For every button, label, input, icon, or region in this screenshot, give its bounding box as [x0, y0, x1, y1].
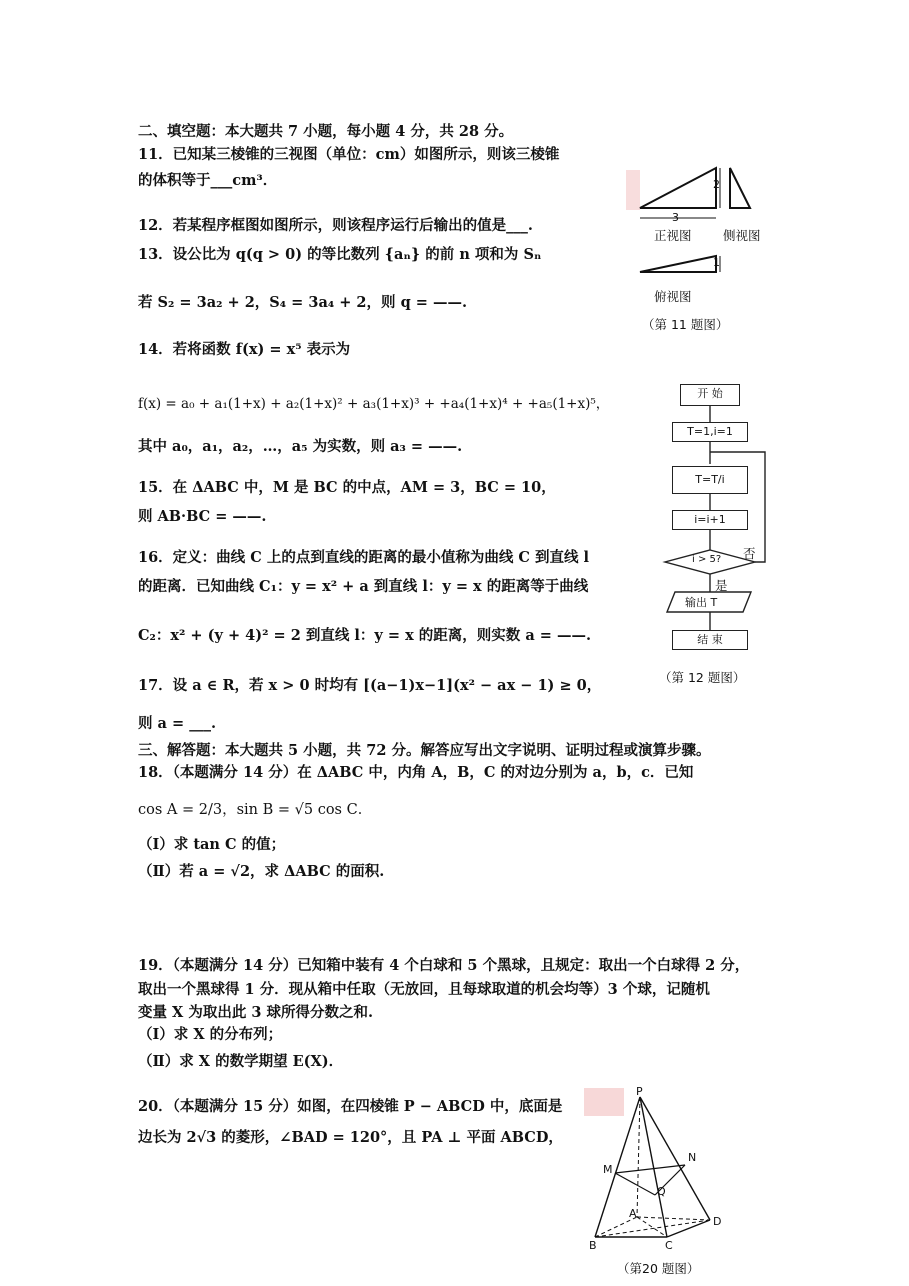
q11-line2: 的体积等于___cm³．: [138, 172, 278, 189]
q14-line3: 其中 a₀，a₁，a₂，…，a₅ 为实数，则 a₃ = ——.: [138, 438, 463, 455]
fig12-condition: i > 5?: [692, 554, 722, 565]
fig20-caption: （第20 题图）: [617, 1261, 700, 1276]
fig11-dim-1: 1: [713, 256, 720, 269]
fig20-label-Q: Q: [657, 1185, 666, 1198]
q18-line1: 18．（本题满分 14 分）在 ΔABC 中，内角 A，B，C 的对边分别为 a，b，c．已知: [138, 764, 694, 781]
q18-part2: （Ⅱ）若 a = √2，求 ΔABC 的面积.: [138, 863, 385, 880]
fig12-init-box: T=1,i=1: [672, 422, 748, 442]
fig20-label-A: A: [629, 1207, 637, 1220]
q17-line2: 则 a = ___.: [138, 715, 216, 732]
fig12-output: 输出 T: [685, 596, 718, 609]
q20-line1: 20．（本题满分 15 分）如图，在四棱锥 P − ABCD 中，底面是: [138, 1098, 563, 1115]
q15-line2: 则 AB·BC = ——.: [138, 508, 267, 525]
q19-line1: 19．（本题满分 14 分）已知箱中装有 4 个白球和 5 个黑球，且规定：取出一个白球得 2 分，: [138, 957, 750, 974]
fig12-assign-box: T=T/i: [672, 466, 748, 494]
q14-line2: f(x) = a₀ + a₁(1+x) + a₂(1+x)² + a₃(1+x)³ + +a₄(1+x)⁴ + +a₅(1+x)⁵，: [138, 396, 610, 412]
q13-line2: 若 S₂ = 3a₂ + 2，S₄ = 3a₄ + 2，则 q = ——.: [138, 294, 468, 311]
q19-line2: 取出一个黑球得 1 分．现从箱中任取（无放回，且每球取道的机会均等）3 个球，记随机: [138, 981, 710, 998]
fig11-caption: （第 11 题图）: [642, 317, 729, 332]
fig11-side-view-label: 侧视图: [723, 228, 761, 243]
q16-line3: C₂：x² + (y + 4)² = 2 到直线 l：y = x 的距离，则实数 a = ——.: [138, 627, 592, 644]
section2-heading: 二、填空题：本大题共 7 小题，每小题 4 分，共 28 分。: [138, 123, 514, 140]
fig20-label-M: M: [603, 1163, 613, 1176]
q15-line1: 15．在 ΔABC 中，M 是 BC 的中点，AM = 3，BC = 10，: [138, 479, 556, 496]
q17-line1: 17．设 a ∈ R，若 x > 0 时均有 [(a−1)x−1](x² − ax − 1) ≥ 0，: [138, 677, 602, 694]
q14-line1: 14．若将函数 f(x) = x⁵ 表示为: [138, 341, 351, 358]
fig12-start-box: 开 始: [680, 384, 740, 406]
fig20-label-P: P: [636, 1085, 643, 1098]
fig12-caption: （第 12 题图）: [659, 670, 746, 685]
fig11-dim-2: 2: [713, 178, 720, 191]
q16-line1: 16．定义：曲线 C 上的点到直线的距离的最小值称为曲线 C 到直线 l: [138, 549, 590, 566]
q19-part2: （Ⅱ）求 X 的数学期望 E(X)．: [138, 1053, 344, 1070]
fig11-three-views: [620, 160, 780, 340]
fig11-front-view-label: 正视图: [654, 228, 692, 243]
q12-line1: 12．若某程序框图如图所示，则该程序运行后输出的值是___.: [138, 217, 533, 234]
fig20-label-C: C: [665, 1239, 673, 1252]
fig11-top-view-label: 俯视图: [654, 289, 692, 304]
fig20-pyramid: [585, 1085, 735, 1280]
q19-line3: 变量 X 为取出此 3 球所得分数之和.: [138, 1004, 374, 1021]
fig11-dim-3: 3: [672, 211, 679, 224]
fig12-end-box: 结 束: [672, 630, 748, 650]
fig12-flowchart: [655, 378, 785, 693]
fig20-label-D: D: [713, 1215, 722, 1228]
fig20-label-N: N: [688, 1151, 697, 1164]
q16-line2: 的距离．已知曲线 C₁：y = x² + a 到直线 l：y = x 的距离等于曲线: [138, 578, 589, 595]
q20-line2: 边长为 2√3 的菱形，∠BAD = 120°，且 PA ⊥ 平面 ABCD，: [138, 1129, 563, 1146]
fig12-yes-label: 是: [715, 578, 728, 593]
fig12-increment-box: i=i+1: [672, 510, 748, 530]
q18-part1: （Ⅰ）求 tan C 的值；: [138, 836, 286, 853]
fig12-no-label: 否: [743, 546, 756, 561]
q13-line1: 13．设公比为 q(q > 0) 的等比数列 {aₙ} 的前 n 项和为 Sₙ: [138, 246, 542, 263]
q11-line1: 11．已知某三棱锥的三视图（单位：cm）如图所示，则该三棱锥: [138, 146, 560, 163]
fig20-label-B: B: [589, 1239, 597, 1252]
q18-line2: cos A = 2/3，sin B = √5 cos C．: [138, 802, 373, 818]
q19-part1: （Ⅰ）求 X 的分布列；: [138, 1026, 283, 1043]
section3-heading: 三、解答题：本大题共 5 小题，共 72 分。解答应写出文字说明、证明过程或演算步骤。: [138, 742, 711, 759]
